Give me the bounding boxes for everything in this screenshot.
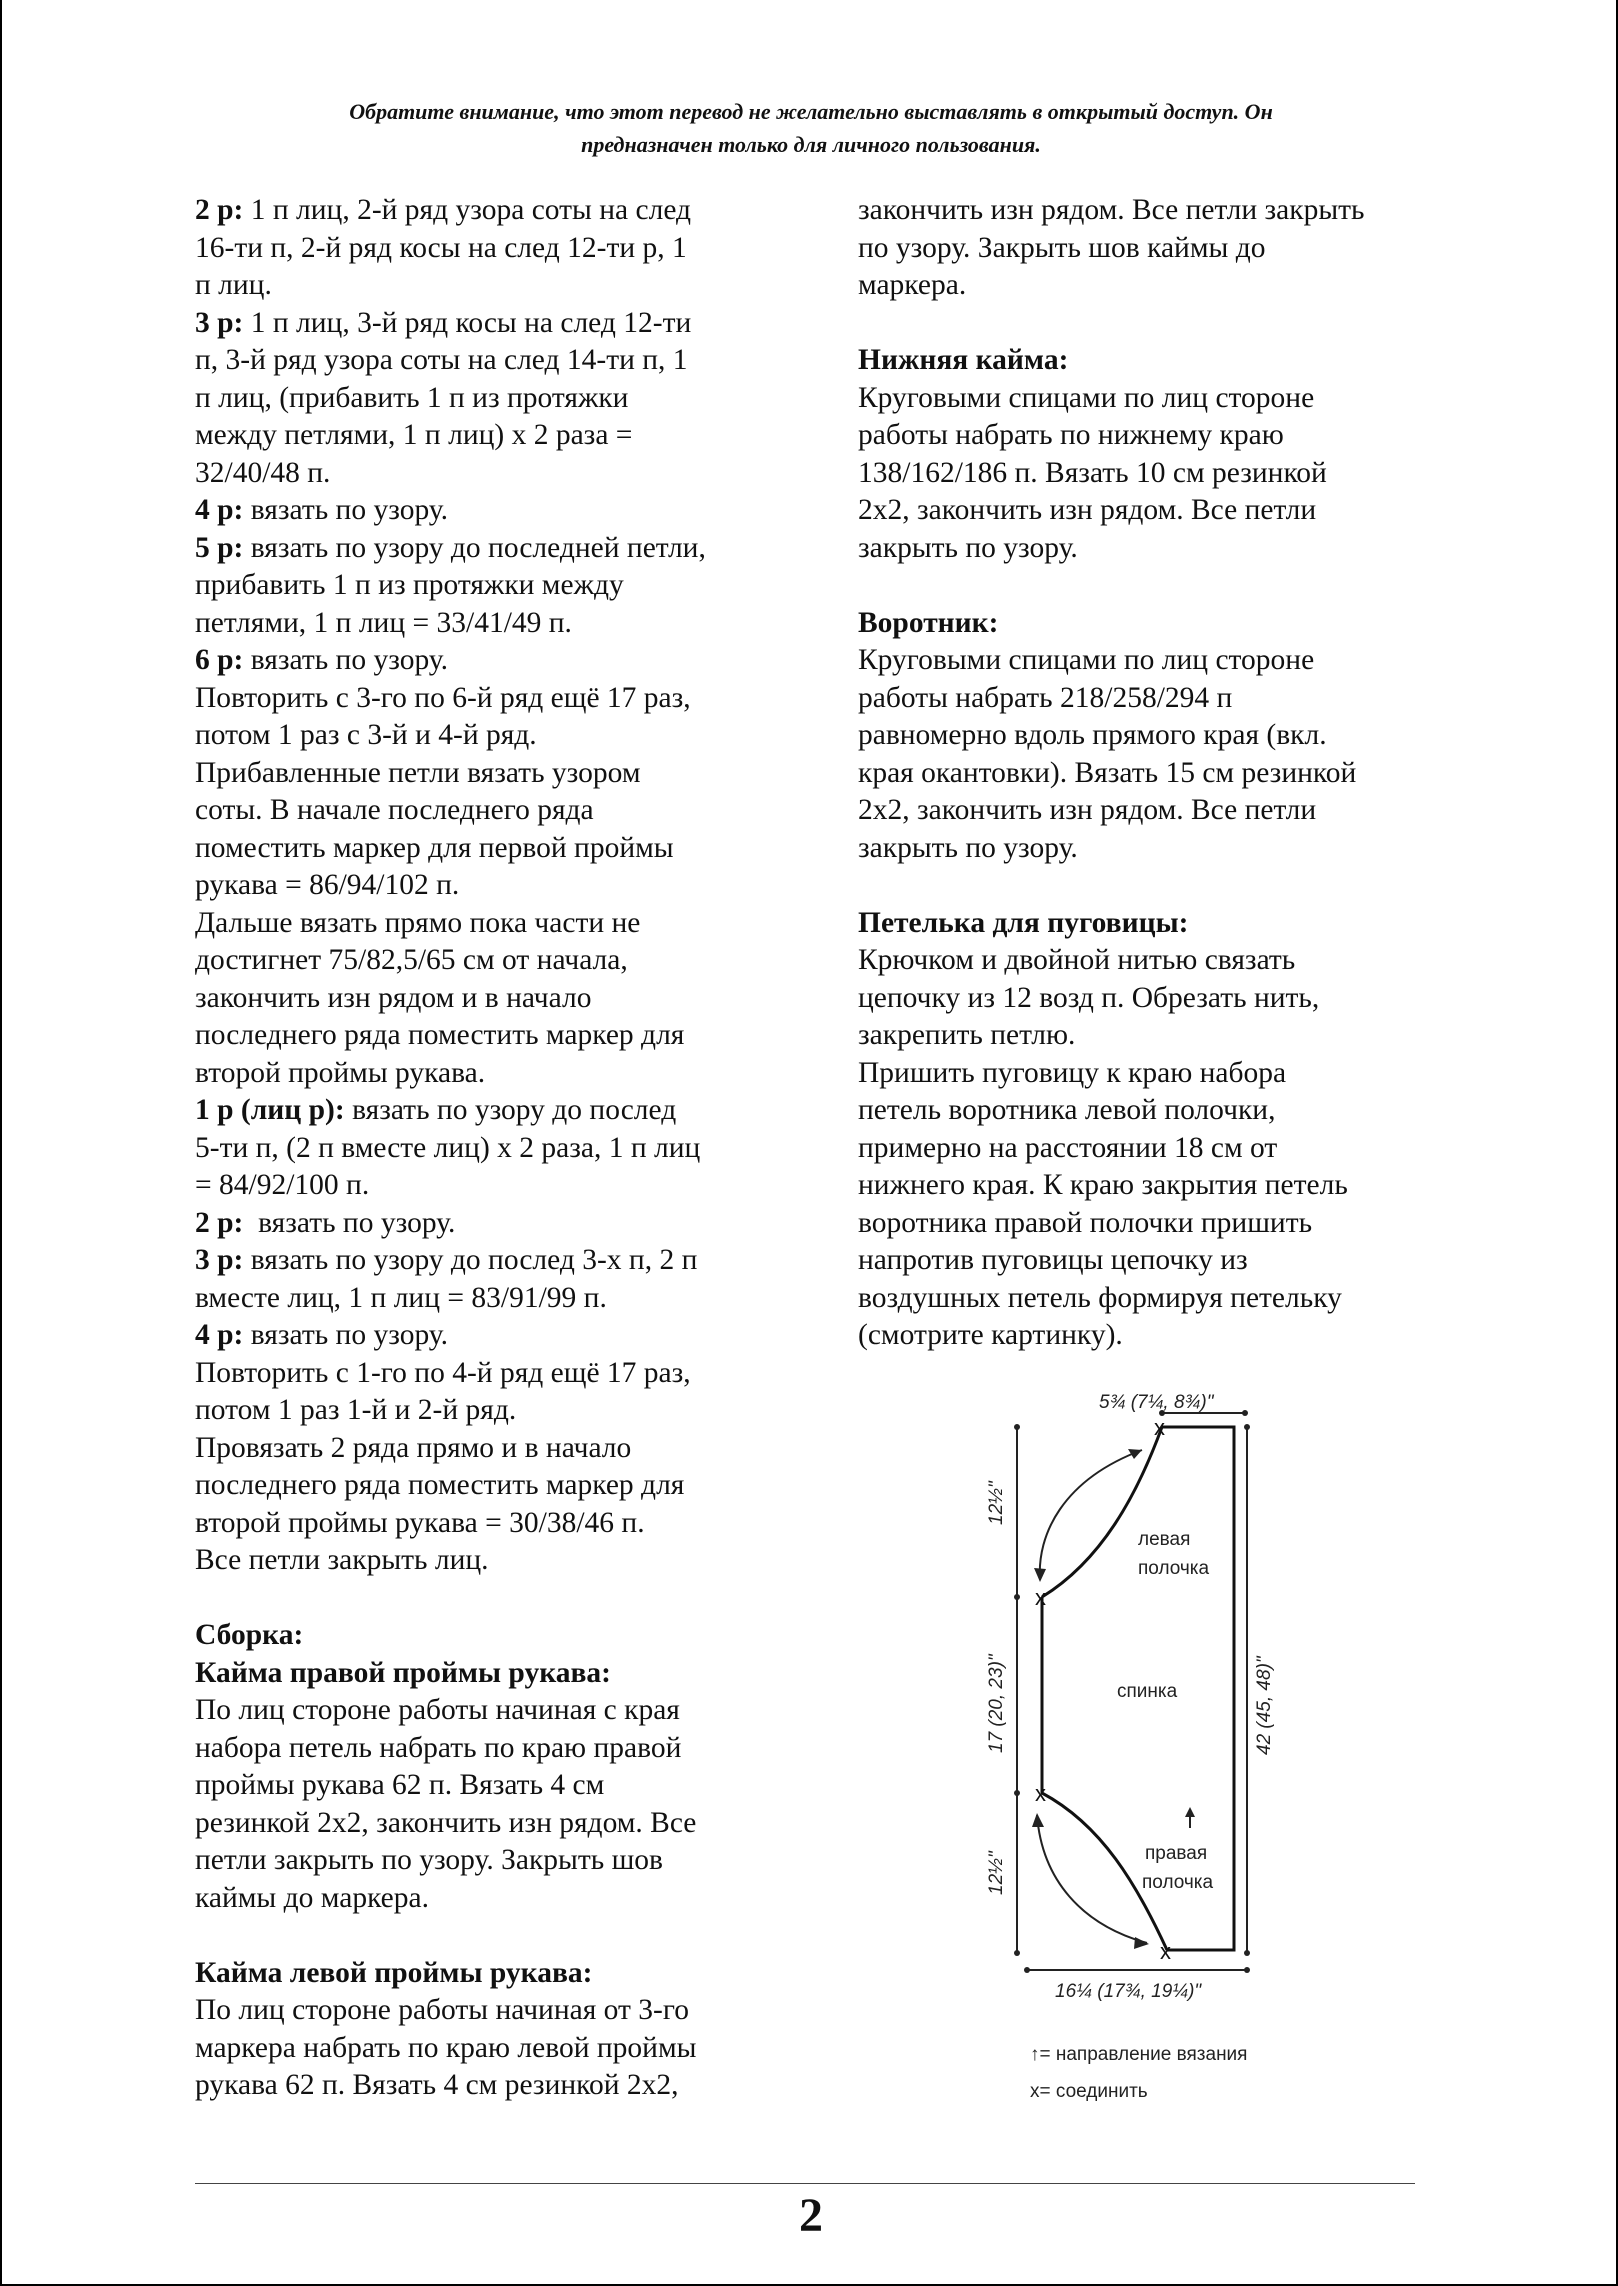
text-line: [195, 680, 795, 718]
text-line: [858, 1242, 1438, 1280]
line-text: п, 3-й ряд узора соты на след 14-ти п, 1: [195, 344, 688, 376]
text-line: [195, 1017, 795, 1055]
text-line: [858, 230, 1438, 268]
line-text: Пришить пуговицу к краю набора: [858, 1056, 1287, 1089]
schematic-diagram: [962, 1385, 1322, 2115]
text-line: [858, 980, 1438, 1018]
dim-top-label: 5¾ (7¼, 8¾)": [1099, 1392, 1214, 1413]
line-text: 2х2, закончить изн рядом. Все петли: [858, 494, 1317, 526]
row-label: 1 р (лиц р):: [195, 1094, 345, 1126]
text-line: [195, 192, 795, 230]
dim-right-label: 42 (45, 48)": [1254, 1656, 1275, 1755]
text-line: [858, 1092, 1438, 1130]
text-line: [195, 1392, 795, 1430]
dim-bottom-label: 16¼ (17¾, 19¼)": [1055, 1981, 1202, 2002]
line-text: второй проймы рукава = 30/38/46 п.: [195, 1506, 645, 1539]
line-text: вместе лиц, 1 п лиц = 83/91/99 п.: [195, 1281, 607, 1314]
line-text: (смотрите картинку).: [858, 1319, 1123, 1351]
paragraph-gap: [195, 1580, 795, 1618]
row-label: 3 р:: [195, 1244, 244, 1276]
text-line: [195, 642, 795, 680]
line-text: Все петли закрыть лиц.: [195, 1544, 489, 1576]
line-text: примерно на расстоянии 18 см от: [858, 1131, 1278, 1164]
paragraph-gap: [195, 1917, 795, 1955]
join-mark-icon: x: [1035, 1585, 1046, 1610]
line-text: петли закрыть по узору. Закрыть шов: [195, 1844, 663, 1876]
dim-dot: [1014, 1594, 1020, 1600]
line-text: По лиц стороне работы начиная с края: [195, 1694, 680, 1726]
notice-line-1: Обратите внимание, что этот перевод не желательно выставлять в открытый доступ. Он: [349, 99, 1273, 124]
line-text: Повторить с 3-го по 6-й ряд ещё 17 раз,: [195, 681, 691, 714]
text-line: [195, 942, 795, 980]
dim-left-bottom-label: 12½": [986, 1851, 1007, 1895]
text-line: [858, 417, 1438, 455]
row-label: 2 р:: [195, 194, 244, 226]
text-line: [195, 1842, 795, 1880]
dim-dot: [1244, 1967, 1250, 1973]
text-line: [195, 980, 795, 1018]
label-left-front-2: полочка: [1138, 1558, 1210, 1579]
join-mark-icon: x: [1154, 1415, 1165, 1440]
text-line: [195, 1355, 795, 1393]
text-line: [858, 1017, 1438, 1055]
section-heading: Сборка:: [195, 1619, 304, 1651]
schematic-svg: [962, 1385, 1322, 2115]
line-text: потом 1 раз с 3-й и 4-й ряд.: [195, 719, 537, 751]
text-line: [195, 1767, 795, 1805]
text-line: [858, 1205, 1438, 1243]
dim-dot: [1014, 1950, 1020, 1956]
line-text: Круговыми спицами по лиц стороне: [858, 381, 1315, 414]
text-line: [195, 1167, 795, 1205]
section-heading: Воротник:: [858, 606, 999, 639]
line-text: 138/162/186 п. Вязать 10 см резинкой: [858, 456, 1327, 489]
text-line: [858, 755, 1438, 793]
row-label: 4 р:: [195, 494, 244, 526]
line-text: воротника правой полочки пришить: [858, 1206, 1313, 1239]
text-line: [195, 830, 795, 868]
right-column: [858, 192, 1438, 1355]
line-text: каймы до маркера.: [195, 1881, 429, 1914]
arrow-head-icon: [1134, 1937, 1149, 1949]
text-line: [195, 1242, 795, 1280]
line-text: По лиц стороне работы начиная от 3-го: [195, 1994, 689, 2026]
line-text: вязать по узору до послед 3-х п, 2 п: [243, 1244, 698, 1276]
text-line: [195, 1055, 795, 1093]
text-line: [195, 530, 795, 568]
line-text: закрепить петлю.: [858, 1019, 1076, 1051]
line-text: Дальше вязать прямо пока части не: [195, 906, 641, 939]
dim-left-top-label: 12½": [986, 1481, 1007, 1525]
line-text: 2х2, закончить изн рядом. Все петли: [858, 794, 1317, 826]
line-text: петель воротника левой полочки,: [858, 1094, 1276, 1126]
text-line: [195, 1467, 795, 1505]
line-text: соты. В начале последнего ряда: [195, 794, 594, 826]
text-line: [195, 2067, 795, 2105]
line-text: последнего ряда поместить маркер для: [195, 1019, 685, 1051]
dim-dot: [1014, 1424, 1020, 1430]
line-text: рукава 62 п. Вязать 4 см резинкой 2х2,: [195, 2069, 679, 2101]
text-line: [858, 192, 1438, 230]
text-line: [858, 792, 1438, 830]
text-line: [195, 380, 795, 418]
join-mark-icon: x: [1160, 1939, 1171, 1964]
text-line: [195, 717, 795, 755]
line-text: вязать по узору.: [243, 1206, 456, 1239]
text-line: [858, 1317, 1438, 1355]
label-left-front-1: левая: [1138, 1529, 1191, 1550]
text-line: [195, 230, 795, 268]
line-text: поместить маркер для первой проймы: [195, 831, 674, 864]
line-text: нижнего края. К краю закрытия петель: [858, 1169, 1348, 1201]
line-text: второй проймы рукава.: [195, 1056, 486, 1089]
text-line: [858, 455, 1438, 493]
line-text: вязать по узору до послед: [344, 1094, 677, 1126]
line-text: Повторить с 1-го по 4-й ряд ещё 17 раз,: [195, 1356, 691, 1389]
line-text: равномерно вдоль прямого края (вкл.: [858, 719, 1327, 751]
line-text: потом 1 раз 1-й и 2-й ряд.: [195, 1394, 517, 1426]
text-line: [195, 1692, 795, 1730]
line-text: достигнет 75/82,5/65 см от начала,: [195, 944, 628, 976]
line-text: петлями, 1 п лиц = 33/41/49 п.: [195, 606, 572, 639]
text-line: [858, 1055, 1438, 1093]
line-text: вязать по узору.: [243, 494, 448, 526]
arrow-head-icon: [1185, 1807, 1195, 1817]
text-line: [195, 417, 795, 455]
row-label: 3 р:: [195, 306, 244, 339]
text-line: [195, 1205, 795, 1243]
line-text: по узору. Закрыть шов каймы до: [858, 231, 1266, 264]
line-text: между петлями, 1 п лиц) х 2 раза =: [195, 419, 633, 451]
line-text: 5-ти п, (2 п вместе лиц) х 2 раза, 1 п лиц: [195, 1131, 701, 1164]
text-line: [195, 1505, 795, 1543]
line-text: маркера набрать по краю левой проймы: [195, 2031, 697, 2064]
paragraph-gap: [858, 567, 1438, 605]
join-arrow-top: [1040, 1450, 1142, 1580]
dim-dot: [1024, 1967, 1030, 1973]
text-line: [195, 1805, 795, 1843]
text-line: [195, 605, 795, 643]
row-label: 4 р:: [195, 1319, 244, 1351]
text-line: [195, 1430, 795, 1468]
line-text: рукава = 86/94/102 п.: [195, 869, 460, 901]
line-text: закрыть по узору.: [858, 531, 1078, 564]
text-line: [195, 1317, 795, 1355]
text-line: [858, 267, 1438, 305]
text-line: [195, 1542, 795, 1580]
line-text: работы набрать по нижнему краю: [858, 419, 1284, 451]
section-heading: Кайма правой проймы рукава:: [195, 1656, 611, 1689]
text-line: [858, 1130, 1438, 1168]
line-text: края окантовки). Вязать 15 см резинкой: [858, 756, 1357, 789]
line-text: маркера.: [858, 269, 967, 301]
dim-dot: [1242, 1410, 1248, 1416]
row-label: 2 р:: [195, 1206, 244, 1239]
text-line: [195, 792, 795, 830]
footer-divider: [195, 2183, 1415, 2184]
paragraph-gap: [858, 867, 1438, 905]
line-text: закончить изн рядом. Все петли закрыть: [858, 194, 1365, 226]
text-line: [195, 905, 795, 943]
text-line: [858, 942, 1438, 980]
left-column: [195, 192, 795, 2105]
legend-join: x= соединить: [1030, 2081, 1148, 2102]
line-text: Прибавленные петли вязать узором: [195, 756, 641, 789]
text-line: [858, 830, 1438, 868]
page-number: 2: [799, 2189, 823, 2242]
line-text: Крючком и двойной нитью связать: [858, 944, 1296, 976]
text-line: [858, 492, 1438, 530]
dim-dot: [1014, 1790, 1020, 1796]
line-text: п лиц.: [195, 269, 272, 301]
text-line: [195, 867, 795, 905]
line-text: п лиц, (прибавить 1 п из протяжки: [195, 381, 629, 414]
label-right-front-1: правая: [1145, 1843, 1208, 1864]
dim-left-middle-label: 17 (20, 23)": [986, 1654, 1007, 1753]
text-line: [195, 2030, 795, 2068]
text-line: [858, 642, 1438, 680]
line-text: вязать по узору до последней петли,: [243, 531, 706, 564]
text-line: [195, 1880, 795, 1918]
text-line: [858, 1167, 1438, 1205]
line-text: воздушных петель формируя петельку: [858, 1281, 1342, 1314]
line-text: набора петель набрать по краю правой: [195, 1731, 682, 1764]
line-text: Провязать 2 ряда прямо и в начало: [195, 1431, 632, 1464]
dim-dot: [1244, 1950, 1250, 1956]
text-line: [858, 717, 1438, 755]
line-text: вязать по узору.: [243, 1319, 448, 1351]
line-text: вязать по узору.: [243, 644, 448, 676]
text-line: [195, 567, 795, 605]
section-heading: Кайма левой проймы рукава:: [195, 1956, 593, 1989]
arrow-head-icon: [1034, 1568, 1046, 1582]
text-line: [195, 455, 795, 493]
text-line: [195, 1992, 795, 2030]
line-text: цепочку из 12 возд п. Обрезать нить,: [858, 981, 1320, 1014]
text-line: [858, 530, 1438, 568]
text-line: [195, 305, 795, 343]
notice-line-2: предназначен только для личного пользования.: [581, 132, 1041, 157]
join-mark-icon: x: [1035, 1781, 1046, 1806]
line-text: Круговыми спицами по лиц стороне: [858, 644, 1315, 676]
arrow-head-icon: [1032, 1813, 1044, 1827]
line-text: напротив пуговицы цепочку из: [858, 1244, 1248, 1276]
line-text: 32/40/48 п.: [195, 456, 331, 489]
text-line: [858, 680, 1438, 718]
row-label: 5 р:: [195, 531, 244, 564]
line-text: работы набрать 218/258/294 п: [858, 681, 1233, 714]
line-text: последнего ряда поместить маркер для: [195, 1469, 685, 1501]
line-text: резинкой 2х2, закончить изн рядом. Все: [195, 1806, 697, 1839]
line-text: закончить изн рядом и в начало: [195, 981, 592, 1014]
row-label: 6 р:: [195, 644, 244, 676]
label-right-front-2: полочка: [1142, 1872, 1214, 1893]
text-line: [858, 380, 1438, 418]
text-line: [195, 1730, 795, 1768]
section-heading: Петелька для пуговицы:: [858, 906, 1189, 939]
dim-dot: [1244, 1424, 1250, 1430]
text-line: [195, 267, 795, 305]
text-line: [195, 1092, 795, 1130]
line-text: = 84/92/100 п.: [195, 1169, 370, 1201]
line-text: 1 п лиц, 3-й ряд косы на след 12-ти: [243, 306, 692, 339]
line-text: прибавить 1 п из протяжки между: [195, 569, 624, 601]
text-line: [858, 1280, 1438, 1318]
text-line: [195, 755, 795, 793]
privacy-notice: [172, 95, 1450, 161]
legend-direction: ↑= направление вязания: [1030, 2044, 1248, 2065]
paragraph-gap: [858, 305, 1438, 343]
line-text: проймы рукава 62 п. Вязать 4 см: [195, 1769, 605, 1801]
line-text: 1 п лиц, 2-й ряд узора соты на след: [243, 194, 692, 226]
text-line: [195, 492, 795, 530]
text-line: [195, 1280, 795, 1318]
text-line: [195, 342, 795, 380]
section-heading: Нижняя кайма:: [858, 344, 1069, 376]
text-line: [195, 1130, 795, 1168]
label-back: спинка: [1117, 1681, 1178, 1702]
line-text: 16-ти п, 2-й ряд косы на след 12-ти р, 1: [195, 231, 687, 264]
line-text: закрыть по узору.: [858, 831, 1078, 864]
